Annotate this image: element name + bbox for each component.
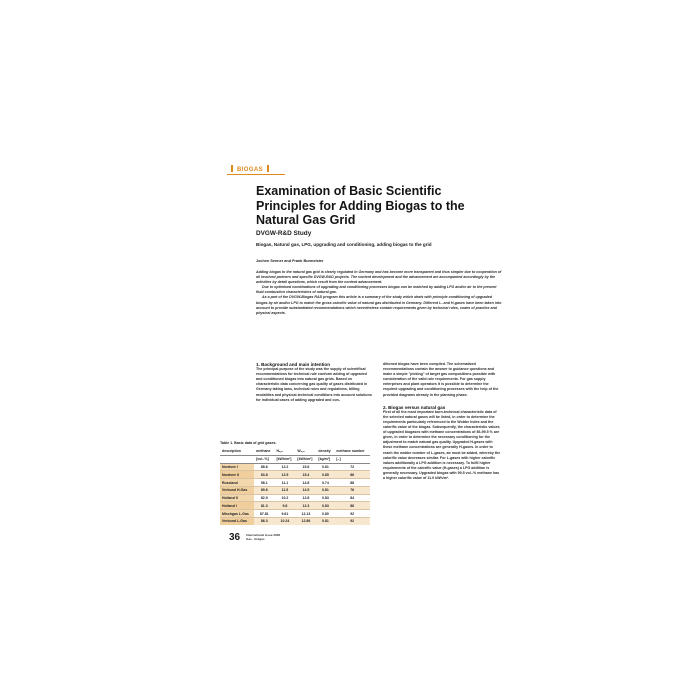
- body-paragraph: ditioned biogas have been compiled. The schematized recommendations contain the answer to guidance questions and make a simple "picking" of target gas compositions possible with consideration of the valid rule requirements. For gas supply enterprises and plant operators it is possible to determine the required upgrading and conditioning processes with the help of the provided diagrams already in the planning phase.: [383, 362, 499, 397]
- table-cell: 76: [334, 486, 370, 494]
- table-cell: 72: [334, 463, 370, 471]
- article-keywords: Biogas, Natural gas, LPG, upgrading and conditioning, adding biogas to the grid: [256, 242, 432, 247]
- table-cell: 0.81: [316, 463, 334, 471]
- abstract: [256, 270, 502, 316]
- section-tag: [227, 165, 273, 173]
- abstract-paragraph: As a part of the DVGW-Biogas R&D program this article is a summary of the study which deals with principle conditioning of upgraded biogas by air and/or LPG to match the gross calorific value of natural gas distributed in Germany. Different L- and H-gases have been taken into account to provide substantiated recommendations which nevertheless contain requirements given by technical rules, codes of practice and physical aspects.: [256, 295, 502, 315]
- article-title: Examination of Basic Scientific Principles for Adding Biogas to the Natural Gas Grid: [256, 184, 465, 227]
- column-header: methane number: [334, 448, 370, 455]
- table-cell: 0.83: [316, 502, 334, 510]
- journal-line: International Issue 2008: [246, 533, 281, 537]
- table-cell: 12.86: [295, 518, 316, 525]
- table-cell: 14.8: [295, 479, 316, 487]
- table-cell: 10.24: [274, 518, 295, 525]
- table-cell: 87.81: [254, 510, 274, 518]
- gas-name-cell: Holland II: [220, 494, 254, 502]
- table-row: [220, 494, 370, 502]
- body-paragraph: First of all the most important burn-technical characteristic data of the selected natural gases will be listed, in order to determine the requirements particularly referenced to the Wobbe index and the calorific value of the biogas. Subsequently, the characteristic values of upgraded biogases with methane concentrations of 86-99.5 % are given, in order to determine the necessary conditioning for the adjustment to match natural gas quality. Upgraded H-gases with these methane concentrations are generally H-gases. In order to reach the wobbe number of L-gases, air must be added, whereby the calorific value decreases similar. For L-gases with higher calorific values additionally a LPG addition is necessary. To fulfil higher requirements of the calorific value (H-gases) a LPG addition is generally necessary. Upgraded biogas with 99.5 vol.-% methane has a higher calorific value of 11.0 kWh/m³.: [383, 409, 501, 480]
- table-units-row: [220, 455, 370, 463]
- table-cell: 88: [334, 502, 370, 510]
- unit-header: [vol.-%]: [254, 455, 274, 463]
- page-number: 36: [229, 532, 241, 543]
- journal-line: Gas · Erdgas: [246, 536, 265, 541]
- column-header: methane: [254, 448, 274, 455]
- tag-bar-right: [267, 165, 269, 172]
- table-cell: 12.5: [274, 471, 295, 479]
- table-row: [220, 510, 370, 518]
- table-cell: 11.5: [274, 486, 295, 494]
- table-row: [220, 463, 370, 471]
- section-heading: 2. Biogas versus natural gas: [383, 404, 446, 410]
- section-rule: [227, 174, 285, 175]
- table-row: [220, 479, 370, 487]
- table-cell: 9.61: [274, 510, 295, 518]
- table-body: [220, 463, 370, 525]
- table-cell: 12.2: [274, 463, 295, 471]
- table-row: [220, 502, 370, 510]
- gas-name-cell: Verbund H-Gas: [220, 486, 254, 494]
- column-header: description: [220, 448, 254, 455]
- table-cell: 92: [334, 518, 370, 525]
- column-header: density: [316, 448, 334, 455]
- table-cell: 0.85: [316, 471, 334, 479]
- table-cell: 0.81: [316, 486, 334, 494]
- table-cell: 15.4: [295, 471, 316, 479]
- table-row: [220, 518, 370, 525]
- section-heading: 1. Background and main intention: [256, 362, 331, 367]
- unit-header: [kWh/m³]: [274, 455, 295, 463]
- table-cell: 89.6: [254, 486, 274, 494]
- section-tag-label: BIOGAS: [237, 167, 264, 173]
- gas-name-cell: Nordsee I: [220, 463, 254, 471]
- gas-name-cell: Mischgas L-Gas: [220, 510, 254, 518]
- unit-header: [kWh/m³]: [295, 455, 316, 463]
- table-cell: 66: [334, 471, 370, 479]
- table-cell: 0.83: [316, 494, 334, 502]
- table-cell: 11.1: [274, 479, 295, 487]
- column-header: Hₛ,ₙ: [274, 448, 295, 455]
- gas-name-cell: Nordsee II: [220, 471, 254, 479]
- table-cell: 92: [334, 510, 370, 518]
- table-cell: 12.3: [295, 502, 316, 510]
- column-right: [383, 362, 501, 481]
- journal-info: [246, 534, 280, 542]
- article-subtitle: DVGW-R&D Study: [256, 230, 312, 237]
- unit-header: [220, 455, 254, 463]
- gas-name-cell: Verbund L-Gas: [220, 518, 254, 525]
- gas-name-cell: Russland: [220, 479, 254, 487]
- abstract-paragraph: Adding biogas to the natural gas grid is clearly regulated in Germany and has become more transparent and thus simpler due to cooperation of all involved partners and specific DVGW-R&D projects. The content development and the advancement are accompanied accordingly by the activities by detail questions, which result from the content advancement.: [256, 270, 502, 285]
- grid-gas-table: [220, 448, 370, 525]
- table-cell: 12.8: [295, 494, 316, 502]
- column-left: [256, 362, 372, 403]
- table-cell: 88: [334, 479, 370, 487]
- table-cell: 98.1: [254, 479, 274, 487]
- table-cell: 14.5: [295, 486, 316, 494]
- table-cell: 0.81: [316, 518, 334, 525]
- table-cell: 82.9: [254, 494, 274, 502]
- table-row: [220, 471, 370, 479]
- table-cell: 88.6: [254, 463, 274, 471]
- unit-header: [–]: [334, 455, 370, 463]
- table-cell: 84: [334, 494, 370, 502]
- table-cell: 86.3: [254, 518, 274, 525]
- table-cell: 10.2: [274, 494, 295, 502]
- unit-header: [kg/m³]: [316, 455, 334, 463]
- table-header-row: [220, 448, 370, 455]
- table-cell: 12.13: [295, 510, 316, 518]
- table-cell: 15.6: [295, 463, 316, 471]
- table-cell: 0.80: [316, 510, 334, 518]
- tag-bar-left: [231, 165, 233, 172]
- table-row: [220, 486, 370, 494]
- table-cell: 0.74: [316, 479, 334, 487]
- article-authors: Jochen Senner and Frank Burmeister: [256, 259, 324, 263]
- gas-name-cell: Holland I: [220, 502, 254, 510]
- column-header: Wₛ,ₙ: [295, 448, 316, 455]
- table-caption: Table 1. Basic data of grid gases.: [220, 441, 277, 445]
- table-cell: 83.8: [254, 471, 274, 479]
- table-cell: 9.8: [274, 502, 295, 510]
- abstract-paragraph: Due to optimised combinations of upgrading and conditioning processes biogas can be matched by adding LPG and/or air to the present fluid combustion characteristics of natural gas.: [256, 285, 497, 295]
- table-cell: 81.3: [254, 502, 274, 510]
- body-paragraph: The principal purpose of the study was the supply of scientifical recommendations for technical rule conform adding of upgraded and conditioned biogas into natural gas grids. Based on characteristic data concerning gas quality of gases distributed in Germany taking laws, technical rules and regulations, billing modalities and physical-technical conditions into account solutions for individual cases of adding upgraded and con-: [256, 367, 372, 402]
